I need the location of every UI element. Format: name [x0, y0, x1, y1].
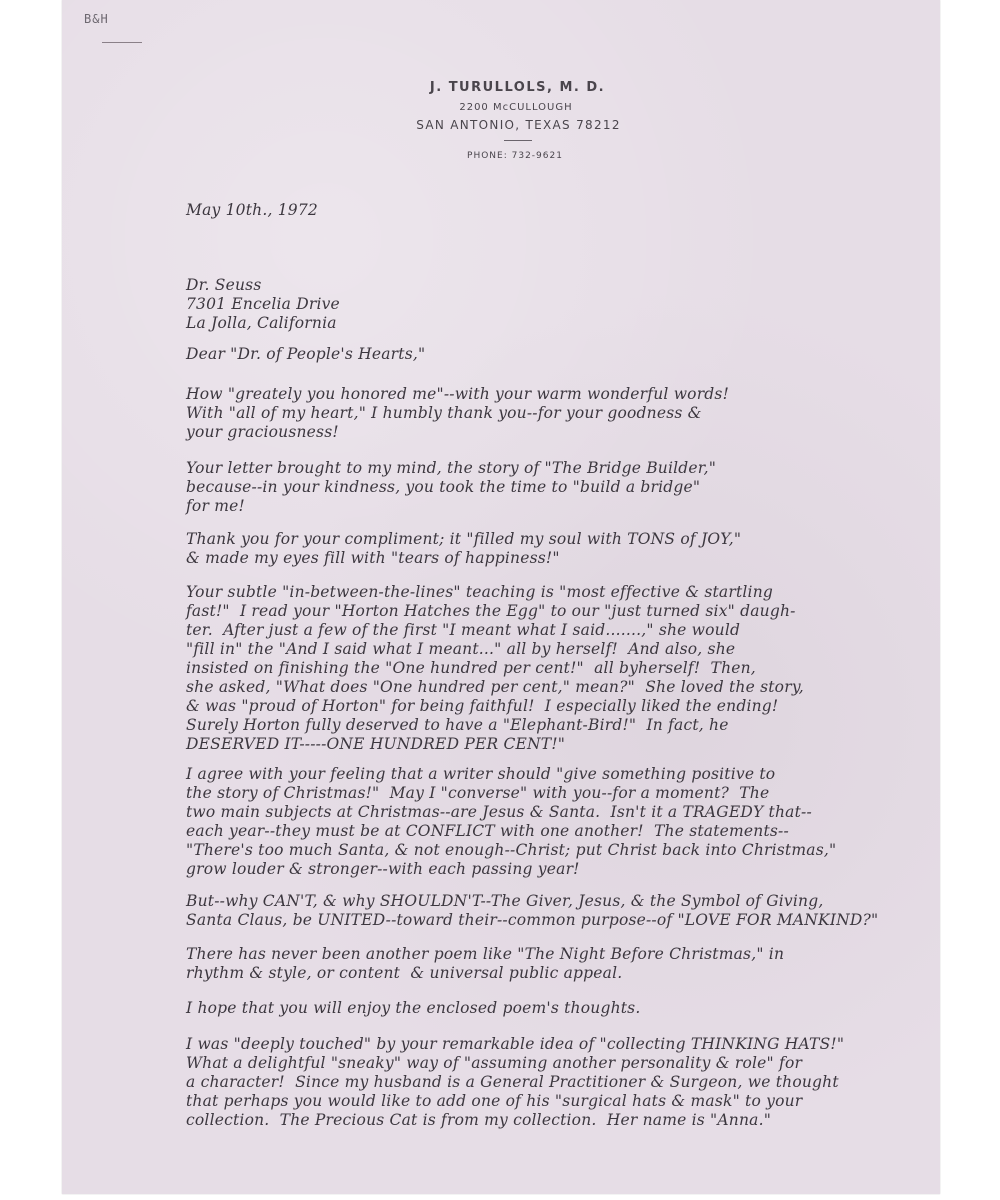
recipient-street: 7301 Encelia Drive: [186, 295, 340, 313]
paragraph-line: With "all of my heart," I humbly thank you--for your goodness &: [186, 404, 702, 422]
paragraph-line: I hope that you will enjoy the enclosed poem's thoughts.: [186, 999, 641, 1017]
paragraph-line: Your letter brought to my mind, the story of "The Bridge Builder,": [186, 459, 717, 477]
paragraph-line: ter. After just a few of the first "I meant what I said.......," she would: [186, 621, 741, 639]
paragraph-line: How "greately you honored me"--with your warm wonderful words!: [186, 385, 730, 403]
paragraph-line: grow louder & stronger--with each passing year!: [186, 860, 580, 878]
paragraph-line: But--why CAN'T, & why SHOULDN'T--The Giver, Jesus, & the Symbol of Giving,: [186, 892, 824, 910]
recipient-city: La Jolla, California: [186, 314, 337, 332]
letter-page: [62, 0, 940, 1194]
letterhead-name: J. TURULLOLS, M. D.: [429, 80, 606, 95]
paragraph-line: DESERVED IT-----ONE HUNDRED PER CENT!": [186, 735, 566, 753]
letter-date: May 10th., 1972: [186, 201, 318, 219]
paragraph-line: What a delightful "sneaky" way of "assuming another personality & role" for: [186, 1054, 803, 1072]
paragraph-line: the story of Christmas!" May I "converse" with you--for a moment? The: [186, 784, 770, 802]
letterhead-divider: [504, 140, 532, 141]
recipient-name: Dr. Seuss: [186, 276, 262, 294]
paragraph-line: "fill in" the "And I said what I meant..." all by herself! And also, she: [186, 640, 736, 658]
salutation: Dear "Dr. of People's Hearts,": [186, 345, 426, 363]
paragraph-line: Santa Claus, be UNITED--toward their--common purpose--of "LOVE FOR MANKIND?": [186, 911, 879, 929]
paragraph-line: & was "proud of Horton" for being faithful! I especially liked the ending!: [186, 697, 779, 715]
paragraph-line: & made my eyes fill with "tears of happiness!": [186, 549, 560, 567]
paragraph-line: There has never been another poem like "The Night Before Christmas," in: [186, 945, 785, 963]
paragraph-line: each year--they must be at CONFLICT with one another! The statements--: [186, 822, 789, 840]
paragraph-line: Surely Horton fully deserved to have a "Elephant-Bird!" In fact, he: [186, 716, 729, 734]
paragraph-line: rhythm & style, or content & universal public appeal.: [186, 964, 623, 982]
paragraph-line: for me!: [186, 497, 245, 515]
paragraph-line: I was "deeply touched" by your remarkable idea of "collecting THINKING HATS!": [186, 1035, 845, 1053]
paragraph-line: collection. The Precious Cat is from my collection. Her name is "Anna.": [186, 1111, 772, 1129]
paragraph-line: because--in your kindness, you took the time to "build a bridge": [186, 478, 701, 496]
paragraph-line: insisted on finishing the "One hundred per cent!" all byherself! Then,: [186, 659, 756, 677]
letterhead-street: 2200 McCULLOUGH: [459, 102, 573, 113]
paragraph-line: two main subjects at Christmas--are Jesus & Santa. Isn't it a TRAGEDY that--: [186, 803, 812, 821]
corner-mark: B&H: [84, 12, 109, 26]
paragraph-line: "There's too much Santa, & not enough--Christ; put Christ back into Christmas,": [186, 841, 837, 859]
paragraph-line: Your subtle "in-between-the-lines" teaching is "most effective & startling: [186, 583, 773, 601]
letterhead-phone: PHONE: 732-9621: [467, 151, 563, 161]
paragraph-line: she asked, "What does "One hundred per cent," mean?" She loved the story,: [186, 678, 804, 696]
paragraph-line: I agree with your feeling that a writer should "give something positive to: [186, 765, 776, 783]
letterhead-city: SAN ANTONIO, TEXAS 78212: [416, 118, 621, 132]
paragraph-line: your graciousness!: [186, 423, 339, 441]
paragraph-line: fast!" I read your "Horton Hatches the Egg" to our "just turned six" daugh-: [186, 602, 796, 620]
paragraph-line: Thank you for your compliment; it "filled my soul with TONS of JOY,": [186, 530, 742, 548]
paragraph-line: that perhaps you would like to add one of his "surgical hats & mask" to your: [186, 1092, 803, 1110]
paragraph-line: a character! Since my husband is a General Practitioner & Surgeon, we thought: [186, 1073, 839, 1091]
letterhead: [62, 80, 940, 161]
corner-underline: [102, 42, 142, 43]
